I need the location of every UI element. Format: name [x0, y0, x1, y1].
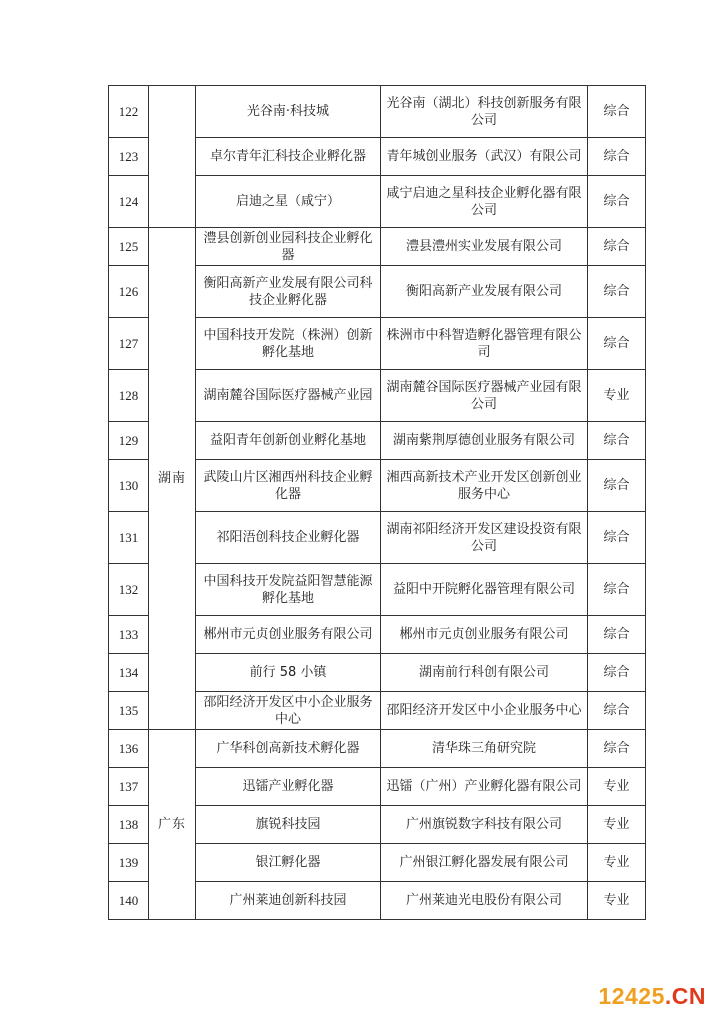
watermark-number: 12425 [598, 983, 665, 1009]
row-number-cell: 139 [109, 844, 149, 882]
operator-cell: 湖南前行科创有限公司 [381, 654, 588, 692]
operator-cell: 湖南紫荆厚德创业服务有限公司 [381, 422, 588, 460]
row-number-cell: 132 [109, 564, 149, 616]
operator-cell: 澧县澧州实业发展有限公司 [381, 228, 588, 266]
row-number-cell: 140 [109, 882, 149, 920]
incubator-name-cell: 湖南麓谷国际医疗器械产业园 [196, 370, 381, 422]
incubator-name-cell: 邵阳经济开发区中小企业服务中心 [196, 692, 381, 730]
row-number-cell: 124 [109, 176, 149, 228]
incubator-name-cell: 益阳青年创新创业孵化基地 [196, 422, 381, 460]
row-number-cell: 128 [109, 370, 149, 422]
incubator-type-cell: 综合 [588, 616, 646, 654]
table-body [109, 86, 646, 920]
table-row [109, 228, 646, 266]
incubator-type-cell: 综合 [588, 266, 646, 318]
incubator-name-cell: 广华科创高新技术孵化器 [196, 730, 381, 768]
incubator-name-cell: 光谷南·科技城 [196, 86, 381, 138]
operator-cell: 郴州市元贞创业服务有限公司 [381, 616, 588, 654]
incubator-table [108, 85, 646, 920]
incubator-type-cell: 专业 [588, 882, 646, 920]
operator-cell: 清华珠三角研究院 [381, 730, 588, 768]
incubator-name-cell: 迅镭产业孵化器 [196, 768, 381, 806]
incubator-name-cell: 衡阳高新产业发展有限公司科技企业孵化器 [196, 266, 381, 318]
operator-cell: 益阳中开院孵化器管理有限公司 [381, 564, 588, 616]
row-number-cell: 125 [109, 228, 149, 266]
incubator-name-cell: 郴州市元贞创业服务有限公司 [196, 616, 381, 654]
incubator-type-cell: 综合 [588, 176, 646, 228]
incubator-name-cell: 澧县创新创业园科技企业孵化器 [196, 228, 381, 266]
watermark-dot: . [664, 983, 672, 1009]
incubator-type-cell: 综合 [588, 318, 646, 370]
incubator-type-cell: 综合 [588, 654, 646, 692]
operator-cell: 衡阳高新产业发展有限公司 [381, 266, 588, 318]
incubator-type-cell: 综合 [588, 422, 646, 460]
operator-cell: 湘西高新技术产业开发区创新创业服务中心 [381, 460, 588, 512]
incubator-type-cell: 专业 [588, 844, 646, 882]
province-cell: 广东 [149, 730, 196, 920]
operator-cell: 迅镭（广州）产业孵化器有限公司 [381, 768, 588, 806]
operator-cell: 青年城创业服务（武汉）有限公司 [381, 138, 588, 176]
operator-cell: 光谷南（湖北）科技创新服务有限公司 [381, 86, 588, 138]
row-number-cell: 123 [109, 138, 149, 176]
operator-cell: 咸宁启迪之星科技企业孵化器有限公司 [381, 176, 588, 228]
incubator-name-cell: 祁阳浯创科技企业孵化器 [196, 512, 381, 564]
row-number-cell: 122 [109, 86, 149, 138]
row-number-cell: 126 [109, 266, 149, 318]
incubator-type-cell: 综合 [588, 730, 646, 768]
row-number-cell: 134 [109, 654, 149, 692]
incubator-name-cell: 卓尔青年汇科技企业孵化器 [196, 138, 381, 176]
incubator-type-cell: 综合 [588, 138, 646, 176]
row-number-cell: 127 [109, 318, 149, 370]
row-number-cell: 135 [109, 692, 149, 730]
incubator-type-cell: 综合 [588, 86, 646, 138]
incubator-type-cell: 专业 [588, 806, 646, 844]
operator-cell: 广州银江孵化器发展有限公司 [381, 844, 588, 882]
incubator-name-cell: 启迪之星（咸宁） [196, 176, 381, 228]
table-row [109, 86, 646, 138]
incubator-type-cell: 专业 [588, 768, 646, 806]
watermark-tld: CN [671, 983, 706, 1009]
site-watermark [598, 983, 706, 1010]
incubator-name-cell: 旗锐科技园 [196, 806, 381, 844]
incubator-type-cell: 综合 [588, 692, 646, 730]
row-number-cell: 131 [109, 512, 149, 564]
incubator-name-cell: 银江孵化器 [196, 844, 381, 882]
incubator-type-cell: 专业 [588, 370, 646, 422]
province-cell: 湖南 [149, 228, 196, 730]
incubator-type-cell: 综合 [588, 228, 646, 266]
operator-cell: 广州莱迪光电股份有限公司 [381, 882, 588, 920]
row-number-cell: 137 [109, 768, 149, 806]
row-number-cell: 136 [109, 730, 149, 768]
incubator-name-cell: 中国科技开发院益阳智慧能源孵化基地 [196, 564, 381, 616]
table-row [109, 730, 646, 768]
row-number-cell: 133 [109, 616, 149, 654]
row-number-cell: 129 [109, 422, 149, 460]
operator-cell: 株洲市中科智造孵化器管理有限公司 [381, 318, 588, 370]
incubator-name-cell: 广州莱迪创新科技园 [196, 882, 381, 920]
incubator-type-cell: 综合 [588, 512, 646, 564]
row-number-cell: 138 [109, 806, 149, 844]
operator-cell: 湖南麓谷国际医疗器械产业园有限公司 [381, 370, 588, 422]
incubator-name-cell: 武陵山片区湘西州科技企业孵化器 [196, 460, 381, 512]
incubator-type-cell: 综合 [588, 564, 646, 616]
incubator-name-cell: 中国科技开发院（株洲）创新孵化基地 [196, 318, 381, 370]
operator-cell: 湖南祁阳经济开发区建设投资有限公司 [381, 512, 588, 564]
incubator-name-cell: 前行 58 小镇 [196, 654, 381, 692]
incubator-type-cell: 综合 [588, 460, 646, 512]
province-cell [149, 86, 196, 228]
row-number-cell: 130 [109, 460, 149, 512]
operator-cell: 广州旗锐数字科技有限公司 [381, 806, 588, 844]
operator-cell: 邵阳经济开发区中小企业服务中心 [381, 692, 588, 730]
